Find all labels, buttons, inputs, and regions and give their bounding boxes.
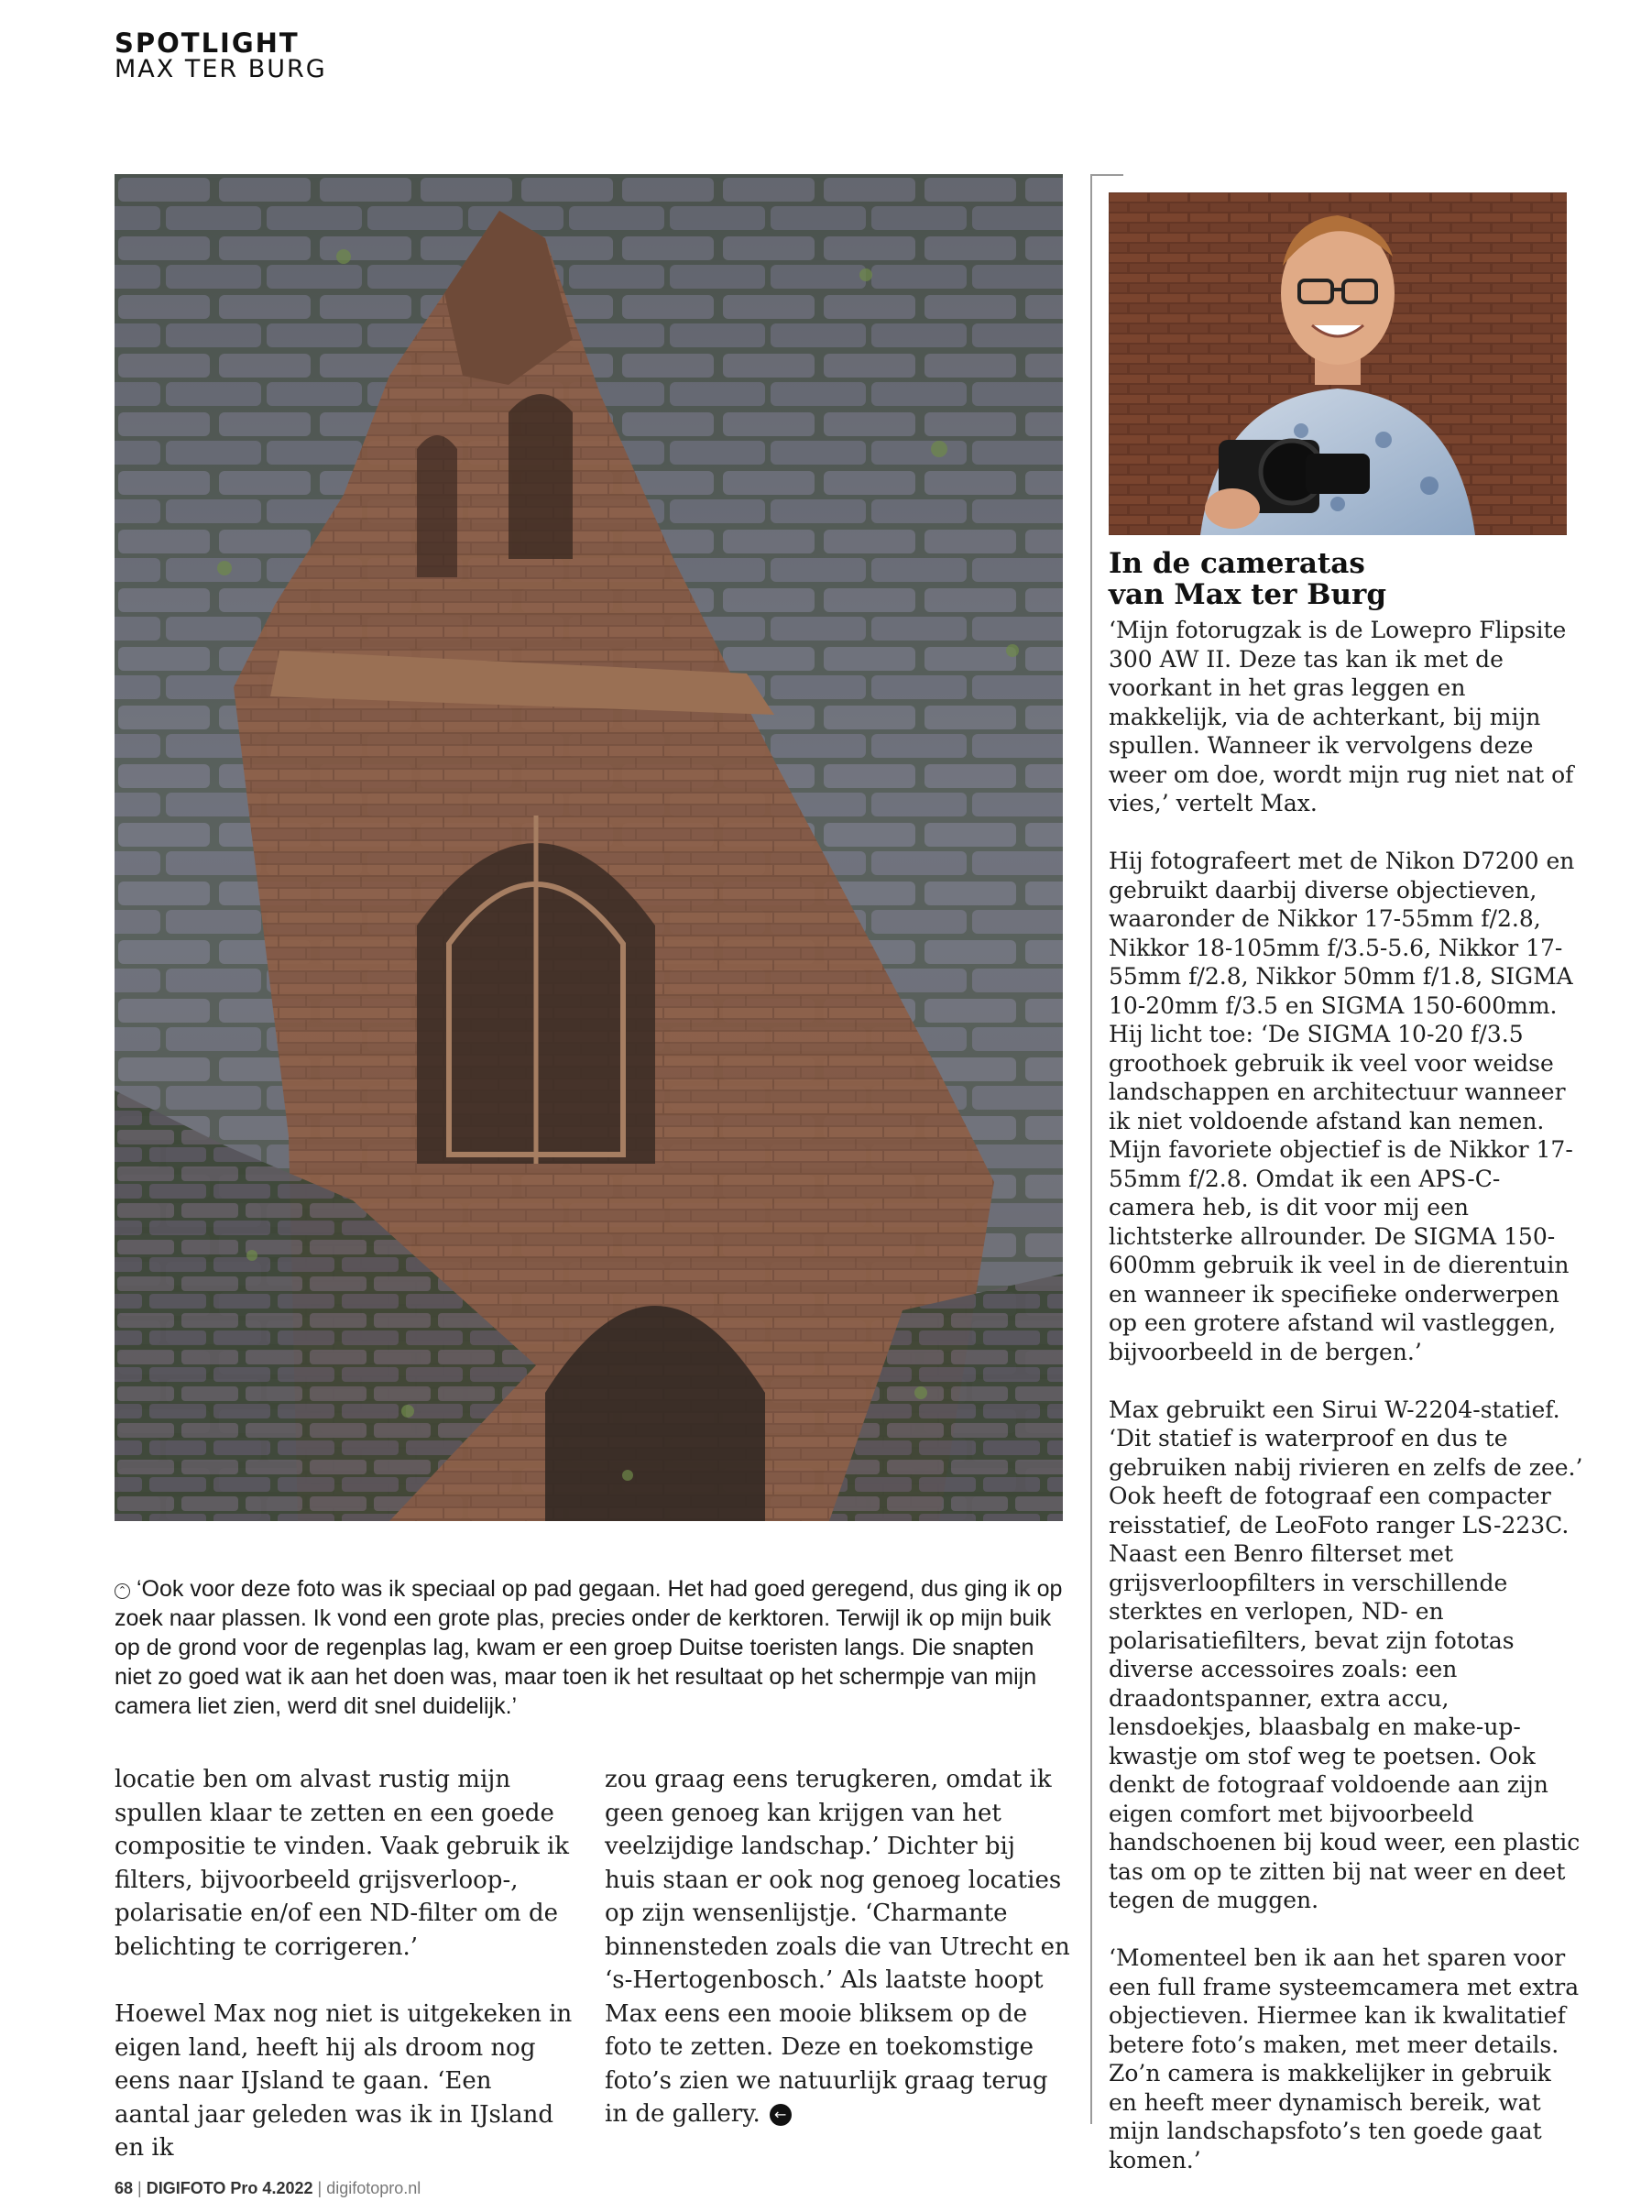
magazine-url: digifotopro.nl xyxy=(326,2179,421,2197)
photographer-name: MAX TER BURG xyxy=(115,55,327,83)
photographer-portrait-image xyxy=(1109,192,1567,535)
photo-caption xyxy=(115,1574,1072,1721)
body-column-2 xyxy=(605,1763,1072,2131)
caption-text: ‘Ook voor deze foto was ik speciaal op pad gegaan. Het had goed geregend, dus ging ik op zoek naar plassen. Ik vond een grote plas, precies onder de kerktoren. Terwijl ik op mijn buik op de grond voor de regenplas lag, kwam er een groep Duitse toeristen langs. Die snapten niet zo goed wat ik aan het doen was, maar toen ik het resultaat op het schermpje van mijn camera liet zien, werd dit snel duidelijk.’ xyxy=(115,1576,1063,1719)
sidebar-title-line: van Max ter Burg xyxy=(1109,578,1387,611)
magazine-issue: DIGIFOTO Pro 4.2022 xyxy=(146,2179,313,2197)
sidebar-paragraph: ‘Mijn fotorugzak is de Lowepro Flipsite 300 AW II. Deze tas kan ik met de voorkant in het gras leggen en makkelijk, via de achterkant, bij mijn spullen. Wanneer ik vervolgens deze weer om doe, wordt mijn rug niet nat of vies,’ vertelt Max. xyxy=(1109,617,1574,816)
body-paragraph: zou graag eens terugkeren, omdat ik geen genoeg kan krijgen van het veelzijdige landschap.’ Dichter bij huis staan er ook nog genoeg locaties op zijn wensenlijstje. ‘Charmante binnensteden zoals die van Utrecht en ‘s-Hertogenbosch.’ Als laatste hoopt Max eens een mooie bliksem op de foto te zetten. Deze en toekomstige foto’s zien we natuurlijk graag terug in de gallery. xyxy=(605,1766,1070,2128)
sidebar-divider xyxy=(1090,174,1092,2124)
sidebar-paragraph: Max gebruikt een Sirui W-2204-statief. ‘Dit statief is waterproof en dus te gebruiken nabij rivieren en zelfs de zee.’ Ook heeft de fotograaf een compacter reisstatief, de LeoFoto ranger LS-223C. Naast een Benro filterset met grijsverloopfilters in verschillende sterktes en verlopen, ND- en polarisatiefilters, bevat zijn fototas diverse accessoires zoals: een draadontspanner, extra accu, lensdoekjes, blaasbalg en make-up-kwastje om stof weg te poetsen. Ook denkt de fotograaf voldoende aan zijn eigen comfort met bijvoorbeeld handschoenen bij koud weer, een plastic tas om op te zitten bij nat weer en deet tegen de muggen. xyxy=(1109,1396,1583,1913)
body-paragraph: locatie ben om alvast rustig mijn spullen klaar te zetten en een goede compositie te vinden. Vaak gebruik ik filters, bijvoorbeeld grijsverloop-, polarisatie en/of een ND-filter om de belichting te corrigeren.’ xyxy=(115,1766,570,1961)
section-label: SPOTLIGHT xyxy=(115,27,300,59)
chevron-up-icon: ⌃ xyxy=(115,1583,130,1599)
sidebar-paragraph: ‘Momenteel ben ik aan het sparen voor een full frame systeemcamera met extra objectieven. Hiermee kan ik kwalitatief betere foto’s maken, met meer details. Zo’n camera is makkelijker in gebruik en heeft meer dynamisch bereik, wat mijn landschapsfoto’s ten goede gaat komen.’ xyxy=(1109,1944,1580,2174)
sidebar-paragraph: Hij fotografeert met de Nikon D7200 en gebruikt daarbij diverse objectieven, waaronder de Nikkor 17-55mm f/2.8, Nikkor 18-105mm f/3.5-5.6, Nikkor 17-55mm f/2.8, Nikkor 50mm f/1.8, SIGMA 10-20mm f/3.5 en SIGMA 150-600mm. Hij licht toe: ‘De SIGMA 10-20 f/3.5 groothoek gebruik ik veel voor weidse landschappen en architectuur wanneer ik niet voldoende afstand kan nemen. Mijn favoriete objectief is de Nikkor 17-55mm f/2.8. Omdat ik een APS-C-camera heb, is dit voor mij een lichtsterke allrounder. De SIGMA 150-600mm gebruik ik veel in de dierentuin en wanneer ik specifieke onderwerpen op een grotere afstand wil vastleggen, bijvoorbeeld in de bergen.’ xyxy=(1109,848,1575,1365)
page-number: 68 xyxy=(115,2179,134,2197)
end-mark-icon: ← xyxy=(770,2104,792,2126)
sidebar-divider-tick xyxy=(1090,174,1123,176)
body-paragraph: Hoewel Max nog niet is uitgekeken in eigen land, heeft hij als droom nog eens naar IJsland te gaan. ‘Een aantal jaar geleden was ik in IJsland en ik xyxy=(115,2000,573,2162)
church-reflection-image xyxy=(115,174,1063,1521)
body-column-1 xyxy=(115,1763,573,2199)
sidebar-title-line: In de cameratas xyxy=(1109,547,1365,580)
sidebar-body xyxy=(1109,616,1585,2204)
footer-separator: | xyxy=(137,2179,142,2197)
sidebar-title xyxy=(1109,548,1585,610)
main-photo xyxy=(115,174,1063,1521)
footer-separator: | xyxy=(317,2179,323,2197)
portrait-photo xyxy=(1109,192,1567,535)
page-footer xyxy=(115,2179,421,2198)
